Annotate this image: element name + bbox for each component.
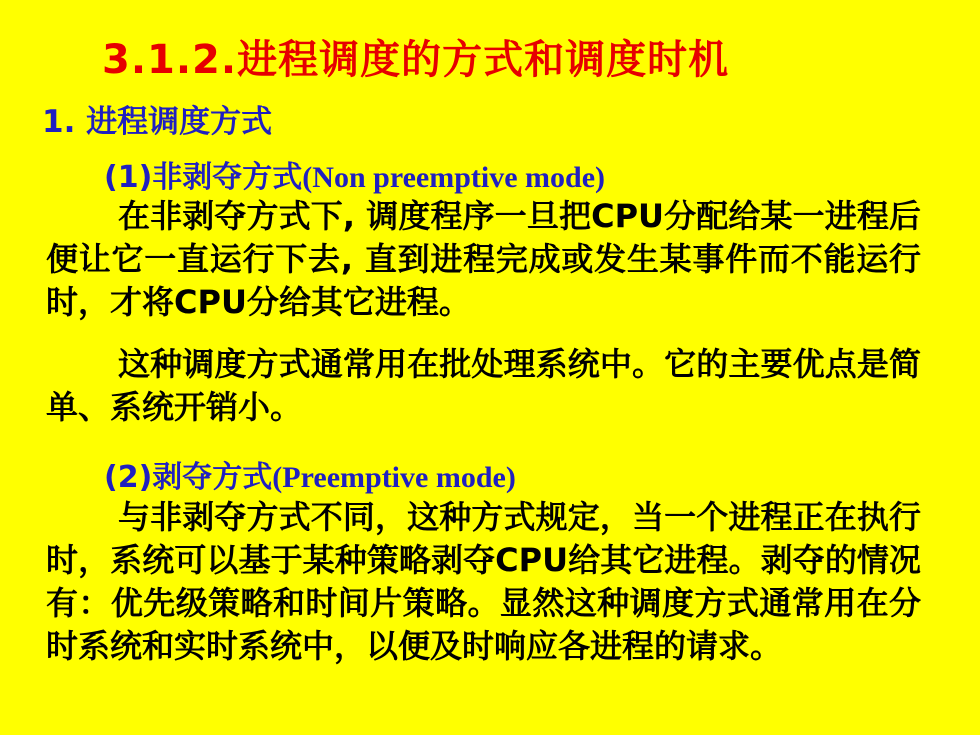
subheading-preemptive [104, 452, 516, 496]
paragraph-text: 这种调度方式通常用在批处理系统中。它的主要优点是简单、系统开销小。 [46, 345, 921, 426]
subheading-non-preemptive-cn: (1)非剥夺方式 [104, 160, 303, 195]
paragraph-text: 在非剥夺方式下, 调度程序一旦把CPU分配给某一进程后便让它一直运行下去, 直到进程完成或发生某事件而不能运行时，才将CPU分给其它进程。 [46, 197, 921, 321]
section-heading: 1. 进程调度方式 [42, 104, 273, 140]
subheading-preemptive-en: (Preemptive mode) [272, 461, 516, 494]
slide-title: 3.1.2.进程调度的方式和调度时机 [102, 37, 730, 83]
subheading-non-preemptive [104, 152, 605, 196]
paragraph-non-preemptive [46, 195, 921, 324]
subheading-non-preemptive-en: (Non preemptive mode) [302, 161, 606, 194]
paragraph-text: 与非剥夺方式不同，这种方式规定，当一个进程正在执行时，系统可以基于某种策略剥夺CPU给其它进程。剥夺的情况有：优先级策略和时间片策略。显然这种调度方式通常用在分时系统和实时系统中，以便及时响应各进程的请求。 [46, 498, 921, 665]
subheading-preemptive-cn: (2)剥夺方式 [104, 460, 273, 495]
paragraph-batch-usage [46, 343, 921, 429]
paragraph-preemptive [46, 496, 921, 668]
